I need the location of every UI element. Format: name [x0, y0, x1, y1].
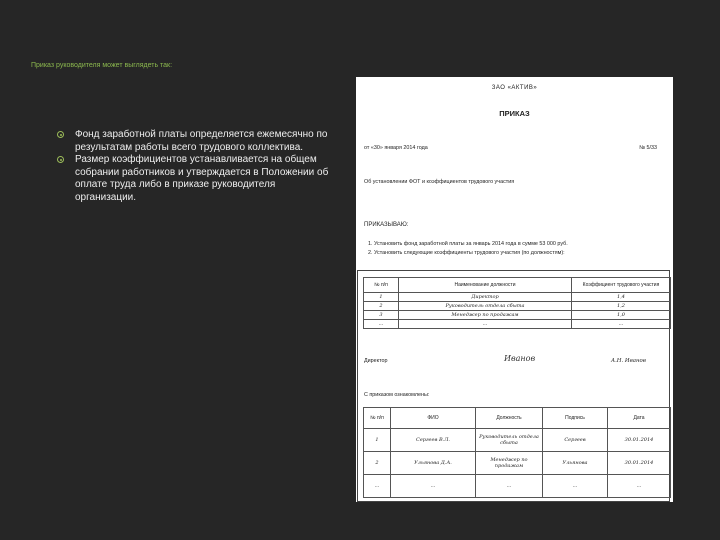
- table-row: [364, 293, 671, 302]
- bullet-item: [57, 129, 332, 154]
- table-header-cell: Подпись: [543, 408, 608, 429]
- doc-order-word: ПРИКАЗЫВАЮ:: [364, 222, 409, 228]
- doc-date: от «30» января 2014 года: [364, 145, 428, 151]
- table-row: [364, 311, 671, 320]
- table-header-cell: Дата: [608, 408, 671, 429]
- table-cell: 1: [364, 293, 399, 302]
- table-cell: Директор: [399, 293, 572, 302]
- bullet-text: Размер коэффициентов устанавливается на общем собрании работников и утверждается в Положении об оплате труда либо в приказе руководителя организации.: [75, 154, 329, 203]
- table-cell: Менеджер по продажам: [399, 311, 572, 320]
- table-cell: Менеджер по продажам: [476, 452, 543, 475]
- table-cell: 2: [364, 452, 391, 475]
- bullet-text: Фонд заработной платы определяется ежемесячно по результатам работы всего трудового коллектива.: [75, 129, 328, 153]
- table-cell: 30.01.2014: [608, 452, 671, 475]
- doc-item: 2. Установить следующие коэффициенты трудового участия (по должностям):: [368, 250, 565, 256]
- table-header-cell: Коэффициент трудового участия: [572, 278, 671, 293]
- table-header-cell: № п/п: [364, 278, 399, 293]
- table-header-row: [364, 408, 671, 429]
- doc-number: № 5/33: [639, 145, 657, 151]
- acknowledgement-table: [363, 407, 671, 498]
- table-cell: 3: [364, 311, 399, 320]
- positions-table: [363, 277, 671, 329]
- table-cell: 30.01.2014: [608, 429, 671, 452]
- table-cell: Руководитель отдела сбыта: [399, 302, 572, 311]
- bullet-list: [57, 129, 332, 204]
- table-row: [364, 302, 671, 311]
- doc-title: ПРИКАЗ: [499, 109, 530, 118]
- doc-item: 1. Установить фонд заработной платы за январь 2014 года в сумме 53 000 руб.: [368, 241, 568, 247]
- table-cell: ...: [476, 475, 543, 498]
- table-cell: 2: [364, 302, 399, 311]
- table-row: [364, 320, 671, 329]
- doc-subject: Об установлении ФОТ и коэффициентов трудового участия: [364, 179, 515, 185]
- table-header-cell: Должность: [476, 408, 543, 429]
- table-cell: ...: [608, 475, 671, 498]
- table-cell: ...: [572, 320, 671, 329]
- table-cell: ...: [399, 320, 572, 329]
- table-cell: ...: [364, 320, 399, 329]
- table-cell: Сергеев В.Л.: [391, 429, 476, 452]
- table-row: [364, 452, 671, 475]
- bullet-circle-icon: [57, 156, 64, 163]
- doc-director-name: А.Н. Иванов: [611, 358, 646, 364]
- table-cell: 1,0: [572, 311, 671, 320]
- table-cell: Ульянова Д.А.: [391, 452, 476, 475]
- order-document-image: [356, 77, 673, 502]
- table-cell: 1,2: [572, 302, 671, 311]
- table-header-cell: ФИО: [391, 408, 476, 429]
- table-cell: Руководитель отдела сбыта: [476, 429, 543, 452]
- table-row: [364, 475, 671, 498]
- doc-acknowledged-label: С приказом ознакомлены:: [364, 392, 430, 398]
- table-cell: ...: [543, 475, 608, 498]
- table-cell: 1,4: [572, 293, 671, 302]
- bullet-circle-icon: [57, 131, 64, 138]
- slide-title: Приказ руководителя может выглядеть так:: [31, 62, 173, 69]
- table-cell: Сергеев: [543, 429, 608, 452]
- table-header-cell: № п/п: [364, 408, 391, 429]
- table-header-row: [364, 278, 671, 293]
- bullet-item: [57, 154, 332, 204]
- table-header-cell: Наименование должности: [399, 278, 572, 293]
- table-cell: ...: [391, 475, 476, 498]
- table-cell: 1: [364, 429, 391, 452]
- doc-director-signature: Иванов: [504, 354, 536, 363]
- table-cell: Ульянова: [543, 452, 608, 475]
- doc-director-label: Директор: [364, 358, 388, 364]
- table-row: [364, 429, 671, 452]
- table-cell: ...: [364, 475, 391, 498]
- doc-company: ЗАО «АКТИВ»: [491, 85, 538, 91]
